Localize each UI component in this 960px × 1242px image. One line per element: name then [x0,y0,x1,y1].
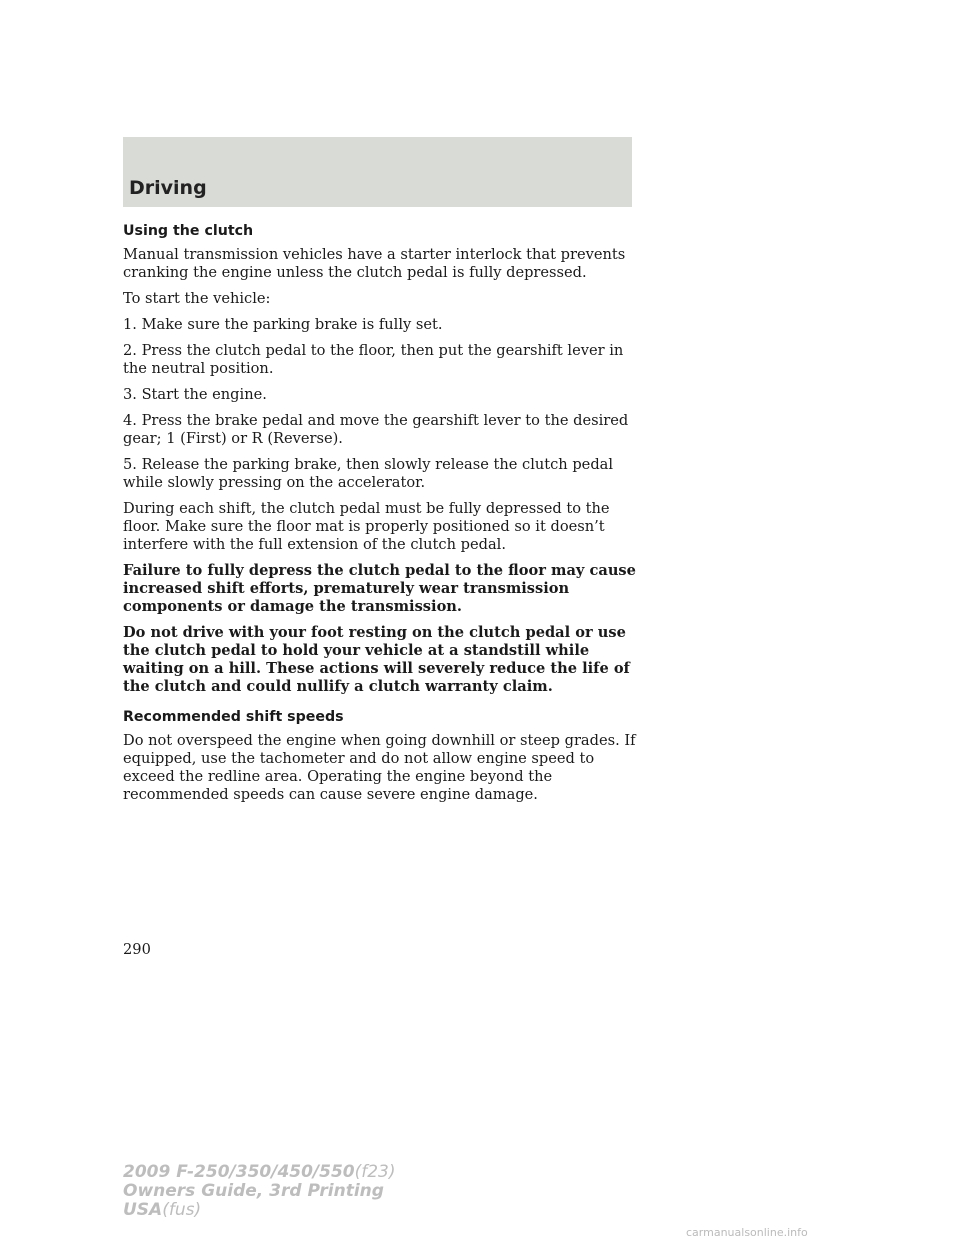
footer-region: USA [123,1200,163,1220]
step-2: 2. Press the clutch pedal to the floor, then put the gearshift lever in the neutral position. [123,342,624,377]
footer-line-2: Owners Guide, 3rd Printing [123,1181,384,1201]
step-5: 5. Release the parking brake, then slowly release the clutch pedal while slowly pressing on the accelerator. [123,456,614,491]
section-header-band [123,137,632,207]
paragraph-to-start: To start the vehicle: [123,290,271,307]
footer-region-code: (fus) [162,1200,202,1220]
footer-line-1 [123,1163,396,1182]
footer-model-code: (f23) [354,1162,396,1182]
paragraph-overspeed: Do not overspeed the engine when going downhill or steep grades. If equipped, use the tachometer and do not allow engine speed to exceed the redline area. Operating the engine beyond the recommended speeds can cause severe engine damage. [123,732,636,803]
paragraph-intro: Manual transmission vehicles have a starter interlock that prevents cranking the engine unless the clutch pedal is fully depressed. [123,246,626,281]
paragraph-shift: During each shift, the clutch pedal must be fully depressed to the floor. Make sure the floor mat is properly positioned so it doesn’t interfere with the full extension of the clutch pedal. [123,500,610,553]
footer-model: 2009 F-250/350/450/550 [123,1162,355,1182]
footer-line-3 [123,1201,396,1220]
step-1: 1. Make sure the parking brake is fully set. [123,316,443,333]
step-3: 3. Start the engine. [123,386,267,403]
watermark-link[interactable]: carmanualsonline.info [686,1226,808,1239]
heading-using-the-clutch: Using the clutch [123,223,254,239]
warning-foot-resting: Do not drive with your foot resting on the clutch pedal or use the clutch pedal to hold your vehicle at a standstill while waiting on a hill. These actions will severely reduce the life of the clutch and could nullify a clutch warranty claim. [123,624,630,695]
document-footer [123,1163,396,1220]
heading-recommended-shift-speeds: Recommended shift speeds [123,709,344,725]
warning-depress-clutch: Failure to fully depress the clutch pedal to the floor may cause increased shift efforts, prematurely wear transmission components or damage the transmission. [123,562,636,615]
section-title: Driving [129,177,207,199]
page-content [123,222,638,812]
page-number: 290 [123,941,151,958]
step-4: 4. Press the brake pedal and move the gearshift lever to the desired gear; 1 (First) or R (Reverse). [123,412,629,447]
